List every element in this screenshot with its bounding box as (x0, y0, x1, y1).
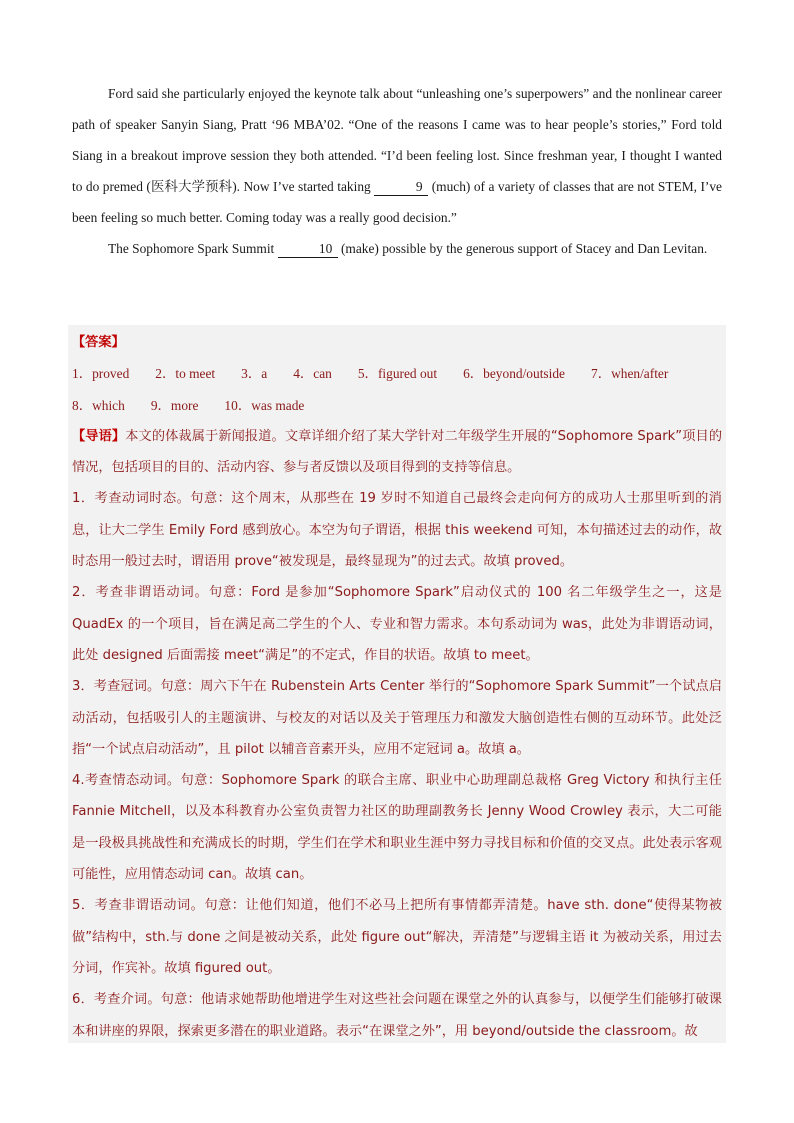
passage-text: The Sophomore Spark Summit (108, 241, 278, 256)
guide-label: 【导语】 (72, 428, 126, 444)
explanation-4: 4.考查情态动词。句意：Sophomore Spark 的联合主席、职业中心助理副总裁格 Greg Victory 和执行主任 Fannie Mitchell，以及本科教育办公室负责智力社区的助理副教务长 Jenny Wood Crowley 表示，大二可能是一段极具挑战性和充满成长的时期，学生们在学术和职业生涯中努力寻找目标和价值的交叉点。此处表示客观可能性，应用情态动词 can。故填 can。 (72, 773, 722, 883)
passage-paragraph-1 (72, 78, 722, 233)
answer-label: 【答案】 (72, 335, 125, 350)
answer-item: 10．was made (224, 397, 305, 413)
answer-row-2 (72, 390, 722, 421)
blank-9: 9 (374, 179, 428, 196)
passage-text: (make) possible by the generous support of Stacey and Dan Levitan. (337, 241, 708, 256)
passage-paragraph-2 (72, 233, 722, 264)
explanation-3: 3．考查冠词。句意：周六下午在 Rubenstein Arts Center 举行的“Sophomore Spark Summit”一个试点启动活动，包括吸引人的主题演讲、与校友的对话以及关于管理压力和激发大脑创造性右侧的互动环节。此处泛指“一个试点启动活动”，且 pilot 以辅音音素开头，应用不定冠词 a。故填 a。 (72, 679, 722, 757)
explanation-2: 2．考查非谓语动词。句意：Ford 是参加“Sophomore Spark”启动仪式的 100 名二年级学生之一，这是 QuadEx 的一个项目，旨在满足高二学生的个人、专业和智力需求。本句系动词为 was，此处为非谓语动词，此处 designed 后面需接 meet“满足”的不定式，作目的状语。故填 to meet。 (72, 585, 722, 663)
answer-section (68, 325, 726, 1043)
blank-10: 10 (278, 241, 338, 258)
answer-item: 5．figured out (357, 366, 438, 382)
answer-item: 7．when/after (591, 366, 669, 382)
explanation-6: 6．考查介词。句意：他请求她帮助他增进学生对这些社会问题在课堂之外的认真参与，以便学生们能够打破课本和讲座的界限，探索更多潜在的职业道路。表示“在课堂之外”，用 beyond/outside the classroom。故 (72, 992, 722, 1039)
answer-item: 8．which (72, 397, 125, 413)
answer-row-1 (72, 358, 722, 389)
answer-item: 3．a (241, 366, 268, 382)
answer-item: 1．proved (72, 366, 130, 382)
guide-paragraph (72, 421, 722, 484)
explanation-5: 5．考查非谓语动词。句意：让他们知道，他们不必马上把所有事情都弄清楚。have sth. done“使得某物被做”结构中，sth.与 done 之间是被动关系，此处 figure out“解决，弄清楚”与逻辑主语 it 为被动关系，用过去分词，作宾补。故填 figured out。 (72, 898, 722, 976)
passage-text: Ford said she particularly enjoyed the keynote talk about “unleashing one’s superpowers” and the nonlinear career path of speaker Sanyin Siang, Pratt ‘96 MBA’02. “One of the reasons I came was to hear people’s stories,” Ford told Siang in a breakout improve session they both attended. “I’d been feeling lost. Since freshman year, I thought I wanted to do premed (医科大学预科). Now I’ve started taking (72, 86, 722, 194)
answer-item: 4．can (293, 366, 332, 382)
answer-item: 2．to meet (155, 366, 216, 382)
explanation-1: 1．考查动词时态。句意：这个周末，从那些在 19 岁时不知道自己最终会走向何方的成功人士那里听到的消息，让大二学生 Emily Ford 感到放心。本空为句子谓语，根据 this weekend 可知，本句描述过去的动作，故时态用一般过去时，谓语用 prove“被发现是，最终显现为”的过去式。故填 proved。 (72, 491, 722, 570)
guide-text: 本文的体裁属于新闻报道。文章详细介绍了某大学针对二年级学生开展的“Sophomore Spark”项目的情况，包括项目的目的、活动内容、参与者反馈以及项目得到的支持等信息。 (72, 428, 723, 476)
passage (72, 78, 722, 264)
answer-item: 6．beyond/outside (463, 366, 565, 382)
passage-text: (much) of a variety of classes that are not STEM, I’ve been feeling so much better. Coming today was a really good decision.” (72, 179, 722, 225)
answer-item: 9．more (150, 397, 199, 413)
